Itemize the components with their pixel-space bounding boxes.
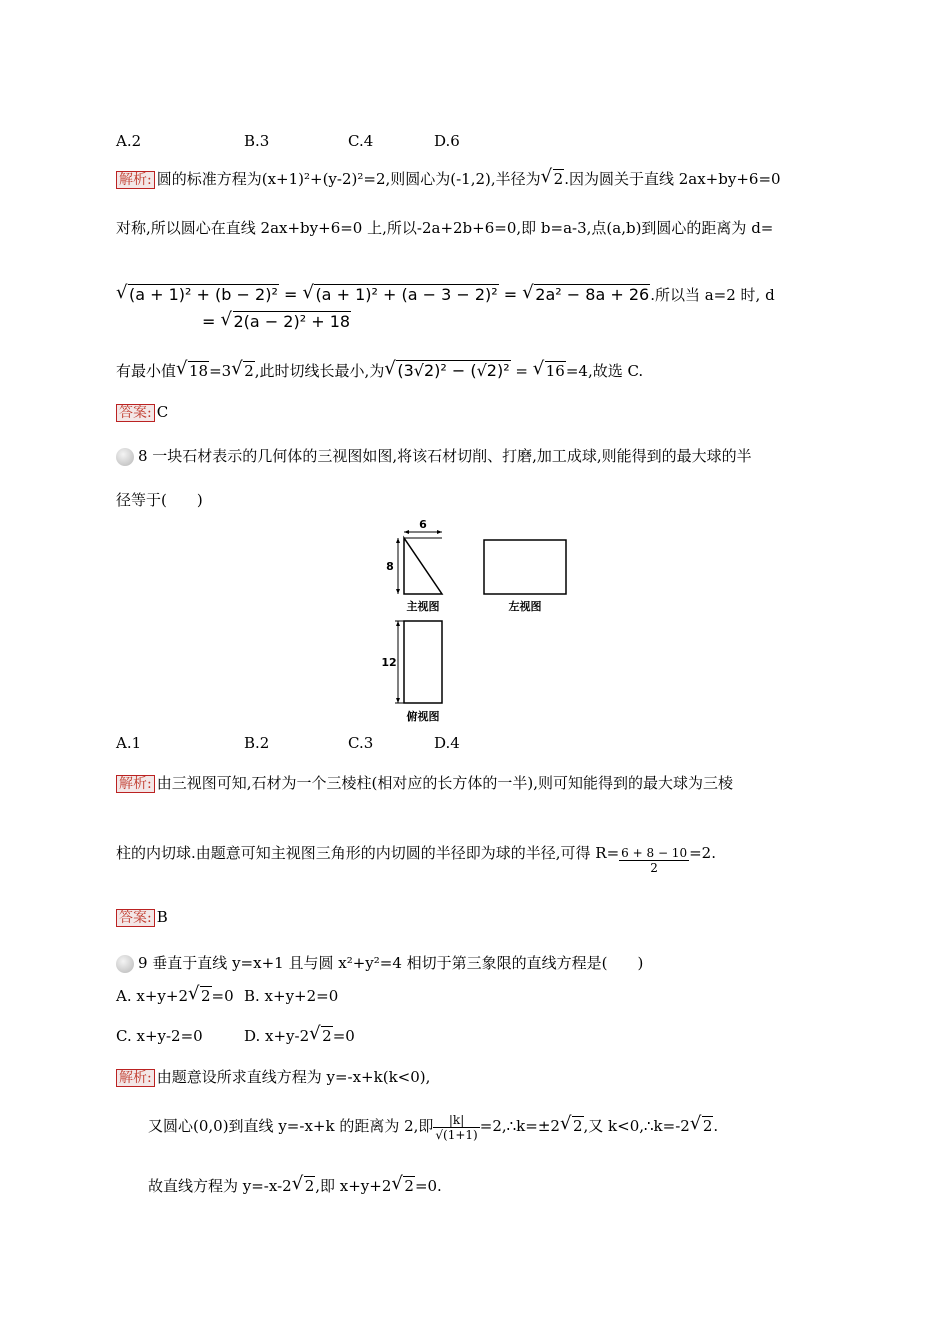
answer-tag: 答案: (116, 404, 155, 422)
front-view-label: 主视图 (406, 600, 440, 613)
q7-solution-line4: 有最小值√ 18=3√ 2,此时切线长最小,为√ (3√2)² − (√2)² = √ 16=4,故选 C. (116, 361, 643, 381)
q7-solution-text: .所以当 a=2 时, d (650, 286, 775, 304)
q7-options (116, 131, 460, 151)
sqrt-2: √ 2 (231, 361, 255, 381)
q7-solution-text: 圆的标准方程为(x+1)²+(y-2)²=2,则圆心为(-1,2),半径为 (156, 170, 541, 188)
q8-option-c: C.3 (348, 734, 374, 752)
solution-tag: 解析: (116, 775, 155, 793)
top-view-label: 俯视图 (406, 710, 440, 723)
q7-option-b: B.3 (244, 132, 270, 150)
dim-8-label: 8 (386, 560, 394, 573)
q7-option-d: D.6 (434, 132, 460, 150)
question-marker-icon (116, 448, 134, 466)
inradius-fraction: $\frac{6 + 8 - 10}{2}$ (621, 846, 688, 875)
q8-option-b: B.2 (244, 734, 270, 752)
q7-answer (116, 402, 168, 422)
q7-option-c: C.4 (348, 132, 374, 150)
front-view-triangle (404, 538, 442, 594)
q8-answer-value: B (156, 908, 168, 926)
three-view-figure (380, 518, 580, 728)
q9-option-c: C. x+y-2=0 (116, 1027, 203, 1045)
side-view-label: 左视图 (508, 600, 542, 613)
sqrt-2: √ 2 (541, 169, 565, 189)
q8-solution-line2: 柱的内切球.由题意可知主视图三角形的内切圆的半径即为球的半径,可得 R= $\frac{6 + 8 - 10}{2}$ =2. (116, 844, 716, 875)
q9-solution-line2: 又圆心(0,0)到直线 y=-x+k 的距离为 2,即 $\frac{|k|}{√(1+1)}$ =2,∴k=±2√ 2,又 k<0,∴k=-2√ 2. (148, 1113, 718, 1142)
side-view-rect (484, 540, 566, 594)
answer-tag: 答案: (116, 909, 155, 927)
q9-solution-line1: 解析: 由题意设所求直线方程为 y=-x+k(k<0), (116, 1067, 430, 1087)
sqrt-18: √ 18 (176, 361, 209, 381)
q9-option-b: B. x+y+2=0 (244, 987, 339, 1005)
q9-option-d: D. x+y-2√ 2=0 (244, 1026, 355, 1046)
q9-option-a: A. x+y+2√ 2=0 (116, 986, 244, 1006)
sqrt-16: √ 16 (533, 361, 566, 381)
q8-option-a: A.1 (116, 734, 142, 752)
q7-solution-text: .因为圆关于直线 2ax+by+6=0 (564, 170, 781, 188)
q9-solution-line3: 故直线方程为 y=-x-2√ 2,即 x+y+2√ 2=0. (148, 1176, 442, 1196)
q8-stem-line2: 径等于( ) (116, 491, 203, 509)
solution-tag: 解析: (116, 171, 155, 189)
q8-answer (116, 907, 168, 927)
dim-6-label: 6 (419, 518, 427, 531)
q8-option-d: D.4 (434, 734, 460, 752)
q7-option-a: A.2 (116, 132, 142, 150)
distance-fraction: $\frac{|k|}{√(1+1)}$ (435, 1113, 478, 1142)
q7-distance-formula: √ (a + 1)² + (b − 2)² = √ (a + 1)² + (a − 3 − 2)² = √ 2a² − 8a + 26.所以当 a=2 时, d (116, 285, 775, 305)
dist-expr-1: (a + 1)² + (b − 2)² (129, 285, 278, 304)
q7-solution-line2: 对称,所以圆心在直线 2ax+by+6=0 上,所以-2a+2b+6=0,即 b=a-3,点(a,b)到圆心的距离为 d= (116, 219, 774, 237)
q9-options-row2 (116, 1026, 355, 1046)
tangent-length-sqrt: √ (3√2)² − (√2)² (384, 361, 510, 381)
q9-stem: 9 垂直于直线 y=x+1 且与圆 x²+y²=4 相切于第三象限的直线方程是( ) (116, 953, 643, 973)
q7-answer-value: C (156, 403, 169, 421)
dist-expr-3: 2a² − 8a + 26 (535, 285, 650, 304)
q8-options (116, 733, 460, 753)
q7-solution-line1 (116, 169, 781, 189)
dist-expr-4: 2(a − 2)² + 18 (233, 312, 351, 331)
q8-solution-line1: 解析: 由三视图可知,石材为一个三棱柱(相对应的长方体的一半),则可知能得到的最大球为三棱 (116, 773, 733, 793)
question-marker-icon (116, 955, 134, 973)
q8-stem-line1: 8 一块石材表示的几何体的三视图如图,将该石材切削、打磨,加工成球,则能得到的最大球的半 (116, 446, 752, 466)
q7-distance-formula-2: = √ 2(a − 2)² + 18 (202, 312, 351, 332)
dim-12-label: 12 (381, 656, 397, 669)
top-view-rect (404, 621, 442, 703)
q9-options-row1 (116, 986, 338, 1006)
solution-tag: 解析: (116, 1069, 155, 1087)
dist-expr-2: (a + 1)² + (a − 3 − 2)² (315, 285, 498, 304)
